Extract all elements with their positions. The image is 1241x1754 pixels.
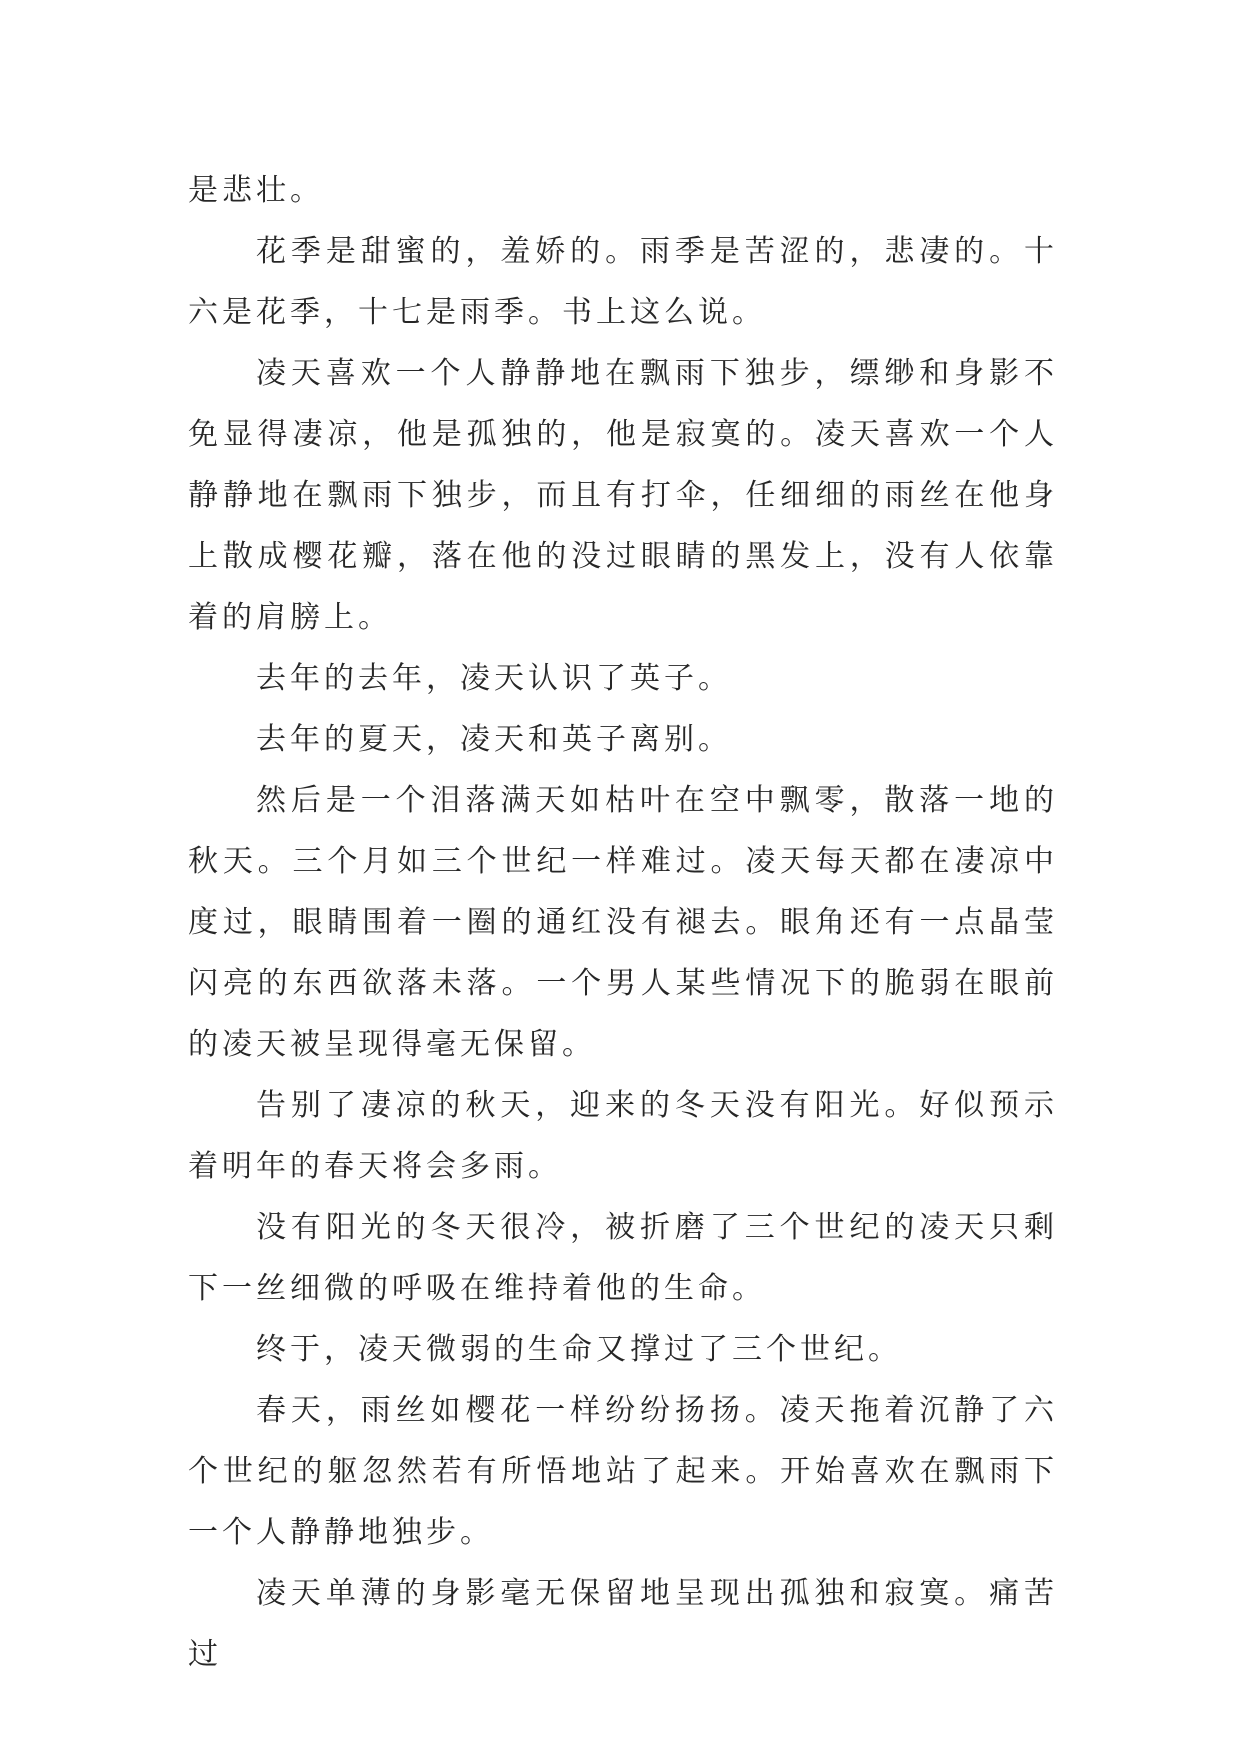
paragraph: 没有阳光的冬天很冷，被折磨了三个世纪的凌天只剩下一丝细微的呼吸在维持着他的生命。	[188, 1210, 1058, 1306]
paragraph: 终于，凌天微弱的生命又撑过了三个世纪。	[256, 1332, 902, 1367]
paragraph: 凌天单薄的身影毫无保留地呈现出孤独和寂寞。痛苦过	[188, 1576, 1058, 1672]
paragraph: 春天，雨丝如樱花一样纷纷扬扬。凌天拖着沉静了六个世纪的躯忽然若有所悟地站了起来。开始喜欢在飘雨下一个人静静地独步。	[188, 1393, 1058, 1550]
paragraph: 告别了凄凉的秋天，迎来的冬天没有阳光。好似预示着明年的春天将会多雨。	[188, 1088, 1058, 1184]
paragraph: 是悲壮。	[188, 173, 324, 208]
paragraph: 然后是一个泪落满天如枯叶在空中飘零，散落一地的秋天。三个月如三个世纪一样难过。凌天每天都在凄凉中度过，眼睛围着一圈的通红没有褪去。眼角还有一点晶莹闪亮的东西欲落未落。一个男人某些情况下的脆弱在眼前的凌天被呈现得毫无保留。	[188, 783, 1058, 1062]
document-body	[188, 160, 1058, 1685]
paragraph: 花季是甜蜜的，羞娇的。雨季是苦涩的，悲凄的。十六是花季，十七是雨季。书上这么说。	[188, 234, 1058, 330]
paragraph: 去年的夏天，凌天和英子离别。	[256, 722, 732, 757]
paragraph: 去年的去年，凌天认识了英子。	[256, 661, 732, 696]
paragraph: 凌天喜欢一个人静静地在飘雨下独步，缥缈和身影不免显得凄凉，他是孤独的，他是寂寞的。凌天喜欢一个人静静地在飘雨下独步，而且有打伞，任细细的雨丝在他身上散成樱花瓣，落在他的没过眼睛的黑发上，没有人依靠着的肩膀上。	[188, 356, 1058, 635]
